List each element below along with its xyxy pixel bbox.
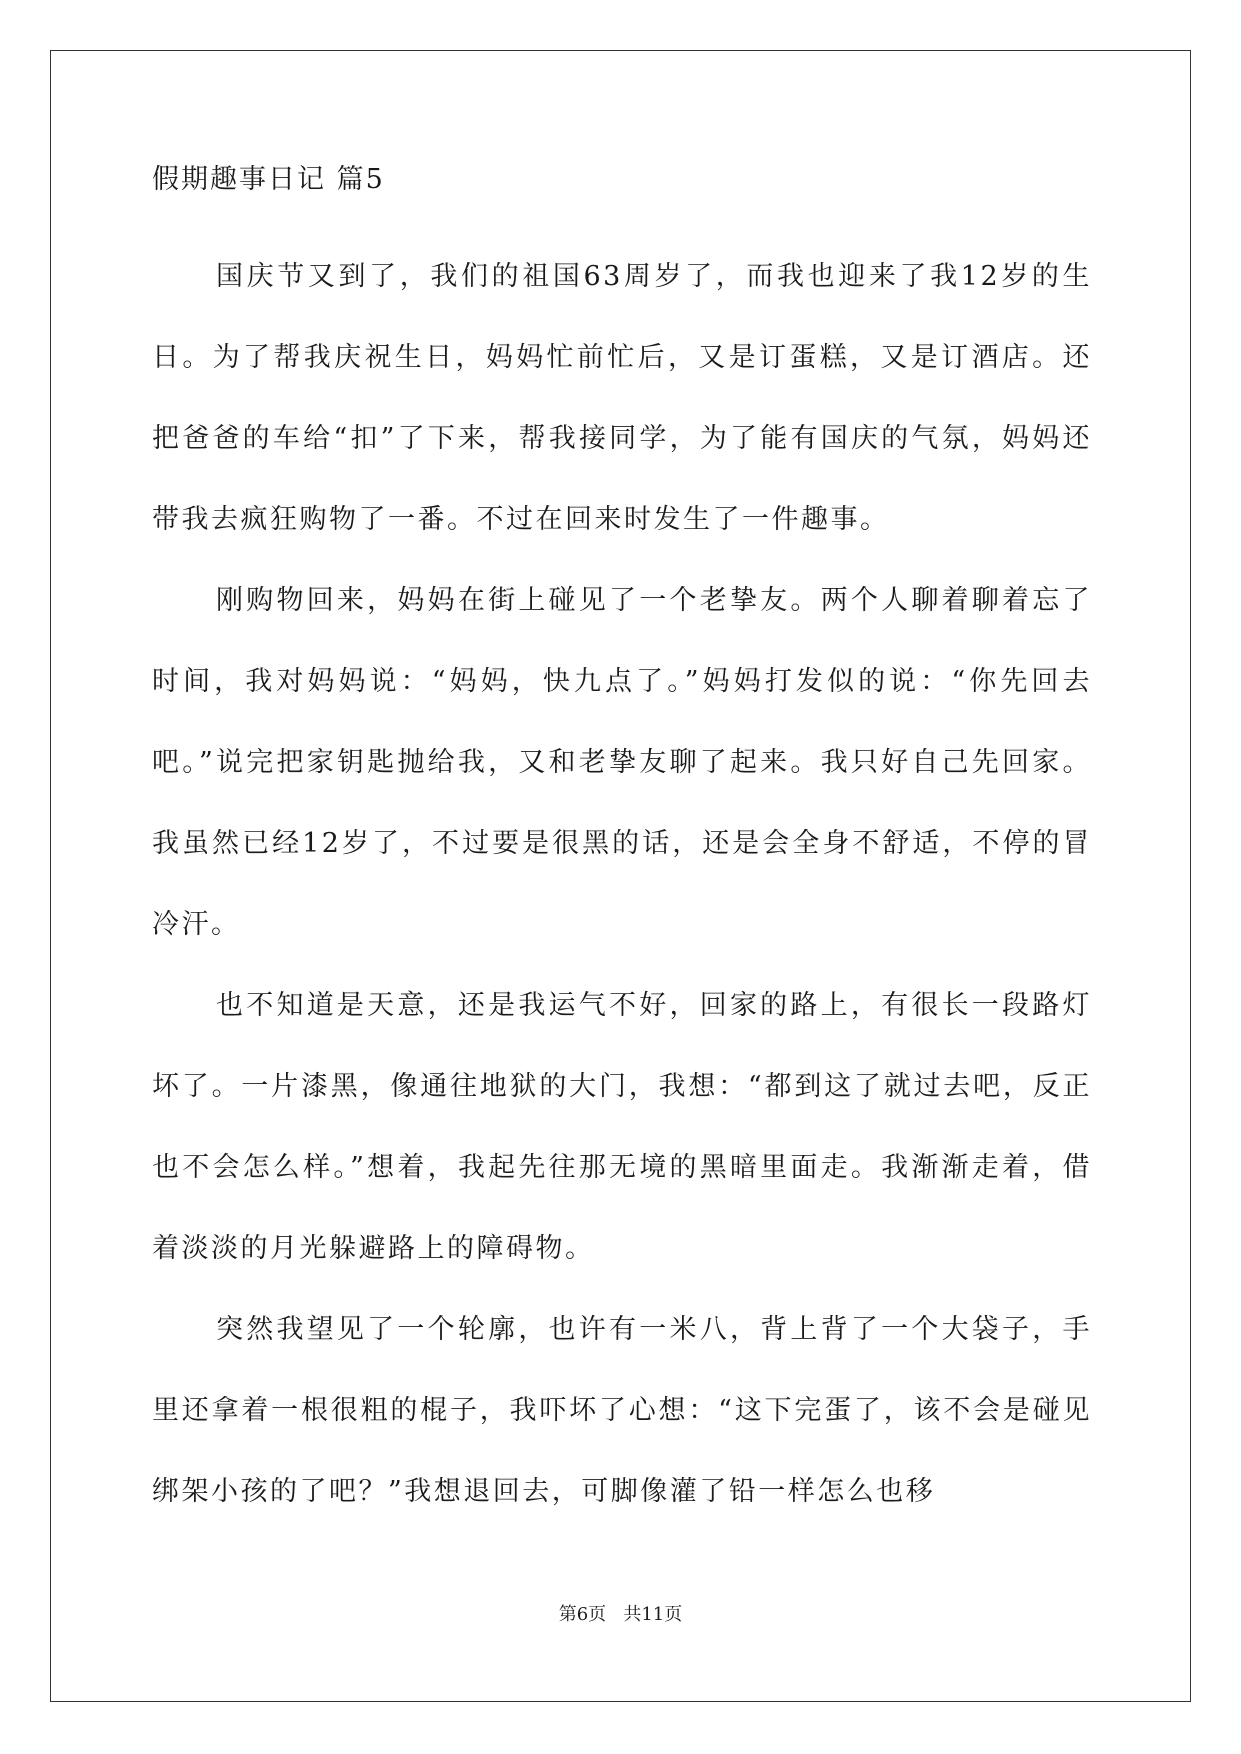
- page-number: 第6页: [558, 1604, 607, 1625]
- page-total: 共11页: [623, 1604, 683, 1625]
- paragraph-2: 刚购物回来，妈妈在街上碰见了一个老挚友。两个人聊着聊着忘了时间，我对妈妈说：“妈妈，快九点了。”妈妈打发似的说：“你先回去吧。”说完把家钥匙抛给我，又和老挚友聊了起来。我只好自己先回家。我虽然已经12岁了，不过要是很黑的话，还是会全身不舒适，不停的冒冷汗。: [152, 585, 1092, 940]
- document-body: [152, 162, 1092, 1532]
- paragraph-4: 突然我望见了一个轮廓，也许有一米八，背上背了一个大袋子，手里还拿着一根很粗的棍子，我吓坏了心想：“这下完蛋了，该不会是碰见绑架小孩的了吧？”我想退回去，可脚像灌了铅一样怎么也移: [152, 1314, 1092, 1507]
- paragraph-1: 国庆节又到了，我们的祖国63周岁了，而我也迎来了我12岁的生日。为了帮我庆祝生日，妈妈忙前忙后，又是订蛋糕，又是订酒店。还把爸爸的车给“扣”了下来，帮我接同学，为了能有国庆的气氛，妈妈还带我去疯狂购物了一番。不过在回来时发生了一件趣事。: [152, 261, 1092, 535]
- paragraph-3: 也不知道是天意，还是我运气不好，回家的路上，有很长一段路灯坏了。一片漆黑，像通往地狱的大门，我想：“都到这了就过去吧，反正也不会怎么样。”想着，我起先往那无境的黑暗里面走。我渐渐走着，借着淡淡的月光躲避路上的障碍物。: [152, 990, 1092, 1264]
- page-footer: [0, 1603, 1241, 1627]
- document-title: 假期趣事日记 篇5: [152, 164, 385, 195]
